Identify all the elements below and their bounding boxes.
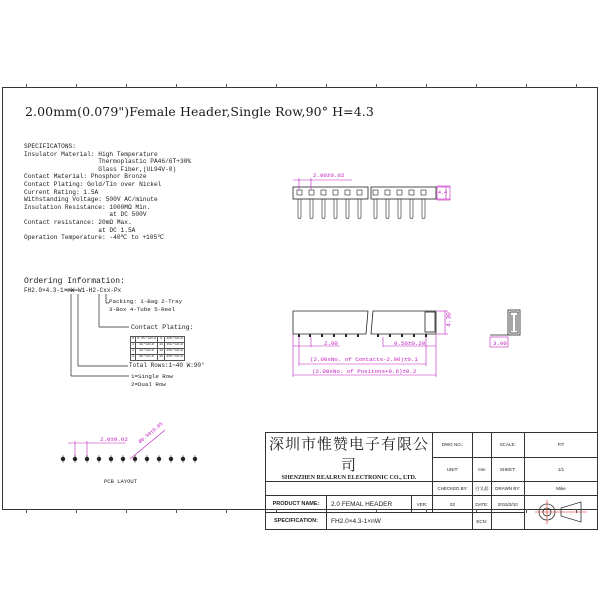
packing-label-1: Packing: 1-Bag 2-Tray xyxy=(109,298,183,305)
date-value: 2015/3/10 xyxy=(491,496,524,513)
title-block xyxy=(265,432,598,525)
ordering-code: FH2.0×4.3-1×nW-W1-H2-Cxx-Px xyxy=(24,287,122,294)
specification-value: FH2.0×4.3-1×nW xyxy=(327,513,473,530)
spec-line: Insulation Resistance: 1000MΩ Min. xyxy=(24,203,151,211)
table-row: 0 0.05"Gold S 30u"Gold xyxy=(132,337,184,341)
spec-line: Current Rating: 1.5A xyxy=(24,188,99,196)
scale-label: SCALE: xyxy=(491,433,524,458)
ecn-label: ECN: xyxy=(473,513,492,530)
specifications-heading: SPECIFICATONS: xyxy=(24,143,76,150)
spec-line: at DC 1.5A xyxy=(24,226,136,234)
company-name-en: SHENZHEN REALRUN ELECTRONIC CO., LTD. xyxy=(281,475,417,481)
projection-symbol-cell xyxy=(525,496,598,530)
table-row: 2 3u"Gold 1G 10u"Gold xyxy=(132,349,184,353)
checked-by-value: 白文晶 xyxy=(473,482,492,496)
spec-line: Thermoplastic PA46/6T+30% xyxy=(24,158,192,166)
pcb-layout-label: PCB LAYOUT xyxy=(104,478,138,485)
ver-value: 02 xyxy=(433,496,473,513)
product-name-label: PRODUCT NAME: xyxy=(266,496,327,513)
sheet-label: SHEET: xyxy=(491,457,524,482)
front-view xyxy=(293,311,436,334)
spec-line: Contact resistance: 20mΩ Max. xyxy=(24,218,132,226)
dim-height-top: 4.4 xyxy=(438,190,448,196)
drawing-title: 2.00mm(0.079")Female Header,Single Row,90° H=4.3 xyxy=(25,104,374,119)
ecn-value xyxy=(491,513,524,530)
spec-line: Contact Plating: Gold/Tin over Nickel xyxy=(24,180,162,188)
date-label: DATE: xyxy=(473,496,492,513)
spec-line: Operation Temperature: -40℃ to +105℃ xyxy=(24,234,165,242)
front-pins xyxy=(298,334,427,337)
projection-symbol-icon xyxy=(533,497,589,527)
drawn-by-label: DRAWN BY: xyxy=(491,482,524,496)
row-label-1: 1=Single Row xyxy=(131,373,173,380)
dwg-no-label: DWG NO.: xyxy=(433,433,473,458)
ordering-heading: Ordering Information: xyxy=(24,277,125,286)
company-name-cell xyxy=(266,433,433,482)
dwg-no-value xyxy=(473,433,492,458)
drawn-by-value: Mike xyxy=(525,482,598,496)
spec-line: at DC 500V xyxy=(24,211,147,219)
scale-value: FIT xyxy=(525,433,598,458)
dim-offset-front: 0.50±0.20 xyxy=(394,340,426,347)
table-row: 1 1u"Gold 1S 15u"Gold xyxy=(132,343,184,347)
side-view xyxy=(490,310,520,335)
dim-pcb-hole: Ø0.90±0.05 xyxy=(137,421,165,445)
product-name-value: 2.0 FEMAL HEADER xyxy=(327,496,412,513)
dim-pcb-pitch: 2.0±0.02 xyxy=(100,436,128,443)
total-rows-label: Total Rows:1~40 W:90° xyxy=(129,362,205,369)
spec-line: Glass Fiber,(UL94V-0) xyxy=(24,165,177,173)
dim-pitch-front: 2.00 xyxy=(324,340,338,347)
table-row: 3 6u"Gold 3G 30u"Gold xyxy=(132,355,184,359)
pcb-holes xyxy=(61,457,197,461)
dim-height-side: 4.30 xyxy=(445,312,453,327)
unit-label: UNIT: xyxy=(433,457,473,482)
spec-line: Withstanding Voltage: 500V AC/minute xyxy=(24,196,158,204)
sheet-value: 1/1 xyxy=(525,457,598,482)
company-name-cn: 深圳市惟赞电子有限公司 xyxy=(268,435,429,474)
unit-value: mm xyxy=(473,457,492,482)
packing-label-2: 3-Box 4-Tube 5-Reel xyxy=(109,306,176,313)
spec-line: Insulator Material: High Temperature xyxy=(24,150,158,158)
checked-by-label: CHECKED BY: xyxy=(433,482,473,496)
dim-pitch-top: 2.00±0.02 xyxy=(313,172,345,179)
specification-label: SPECIFICATION: xyxy=(266,513,327,530)
ver-label: VER: xyxy=(412,496,433,513)
dim-side-depth: 3.00 xyxy=(493,340,507,347)
dim-positions-formula: (2.00xNo. of Positons+0.6)±0.2 xyxy=(312,368,417,375)
row-label-2: 2=Dual Row xyxy=(131,381,166,388)
contact-plating-label: Contact Plating: xyxy=(131,324,194,331)
spec-line: Contact Material: Phosphor Bronze xyxy=(24,173,147,181)
dim-contacts-formula: (2.00xNo. of Contacts-2.00)±0.1 xyxy=(310,356,418,363)
